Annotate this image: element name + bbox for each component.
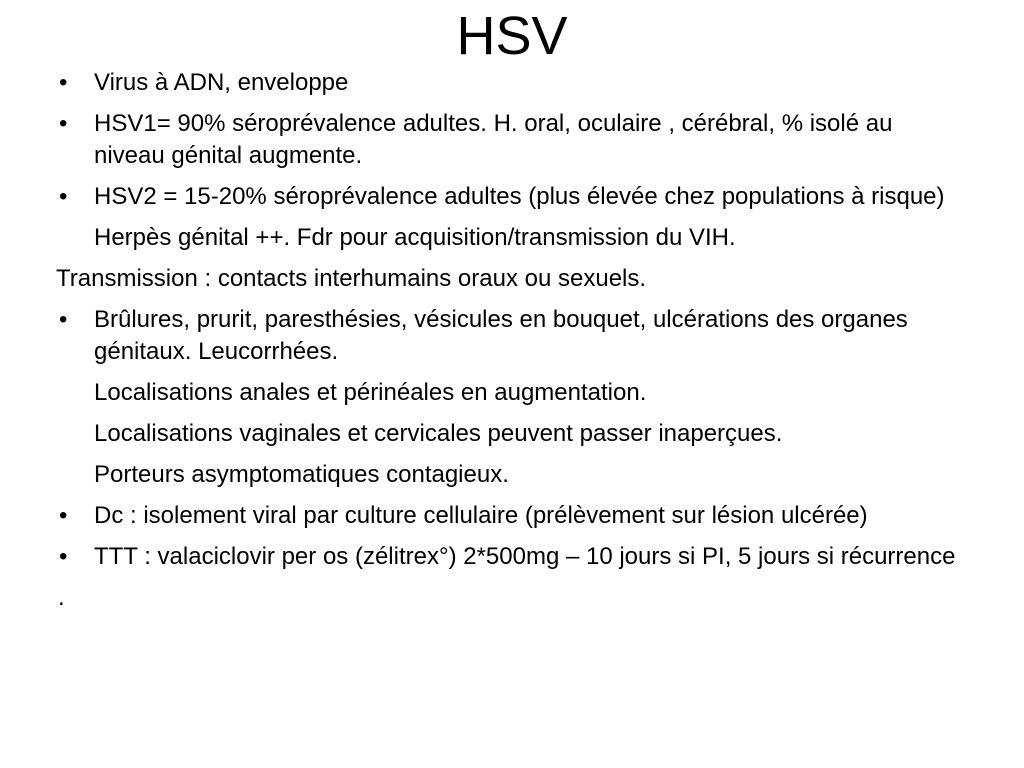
slide-content-list bbox=[56, 67, 956, 623]
list-item-text: Localisations vaginales et cervicales peuvent passer inaperçues. bbox=[94, 420, 783, 447]
list-item-text: HSV1= 90% séroprévalence adultes. H. oral, oculaire , cérébral, % isolé au niveau génital augmente. bbox=[94, 110, 893, 169]
list-item-text: HSV2 = 15-20% séroprévalence adultes (plus élevée chez populations à risque) bbox=[94, 183, 945, 210]
list-item-continuation bbox=[56, 222, 956, 254]
list-item-text: Dc : isolement viral par culture cellulaire (prélèvement sur lésion ulcérée) bbox=[94, 502, 868, 529]
list-item bbox=[56, 67, 956, 99]
list-item-continuation bbox=[56, 459, 956, 491]
list-item bbox=[56, 181, 956, 213]
list-item-continuation bbox=[56, 418, 956, 450]
list-item-continuation bbox=[56, 377, 956, 409]
list-item-text: Herpès génital ++. Fdr pour acquisition/transmission du VIH. bbox=[94, 224, 736, 251]
bullet-icon: • bbox=[59, 306, 68, 333]
list-item-text: TTT : valaciclovir per os (zélitrex°) 2*500mg – 10 jours si PI, 5 jours si récurrence bbox=[94, 543, 956, 570]
list-item bbox=[56, 500, 956, 532]
list-item bbox=[56, 541, 956, 573]
list-item bbox=[56, 108, 956, 172]
list-item-text: Virus à ADN, enveloppe bbox=[94, 69, 349, 96]
list-item-text: Porteurs asymptomatiques contagieux. bbox=[94, 461, 509, 488]
list-item-text: Transmission : contacts interhumains oraux ou sexuels. bbox=[56, 265, 647, 292]
bullet-icon: • bbox=[59, 183, 68, 210]
list-item-plain bbox=[56, 263, 956, 295]
slide-title: HSV bbox=[456, 6, 568, 66]
list-item-text: Brûlures, prurit, paresthésies, vésicules en bouquet, ulcérations des organes génitaux. Leucorrhées. bbox=[94, 306, 908, 365]
bullet-icon: • bbox=[59, 110, 68, 137]
bullet-icon: • bbox=[59, 543, 68, 570]
list-item-text: . bbox=[58, 584, 65, 611]
bullet-icon: • bbox=[59, 69, 68, 96]
list-item bbox=[56, 304, 956, 368]
bullet-icon: • bbox=[59, 502, 68, 529]
trailing-period bbox=[56, 582, 956, 614]
list-item-text: Localisations anales et périnéales en augmentation. bbox=[94, 379, 647, 406]
